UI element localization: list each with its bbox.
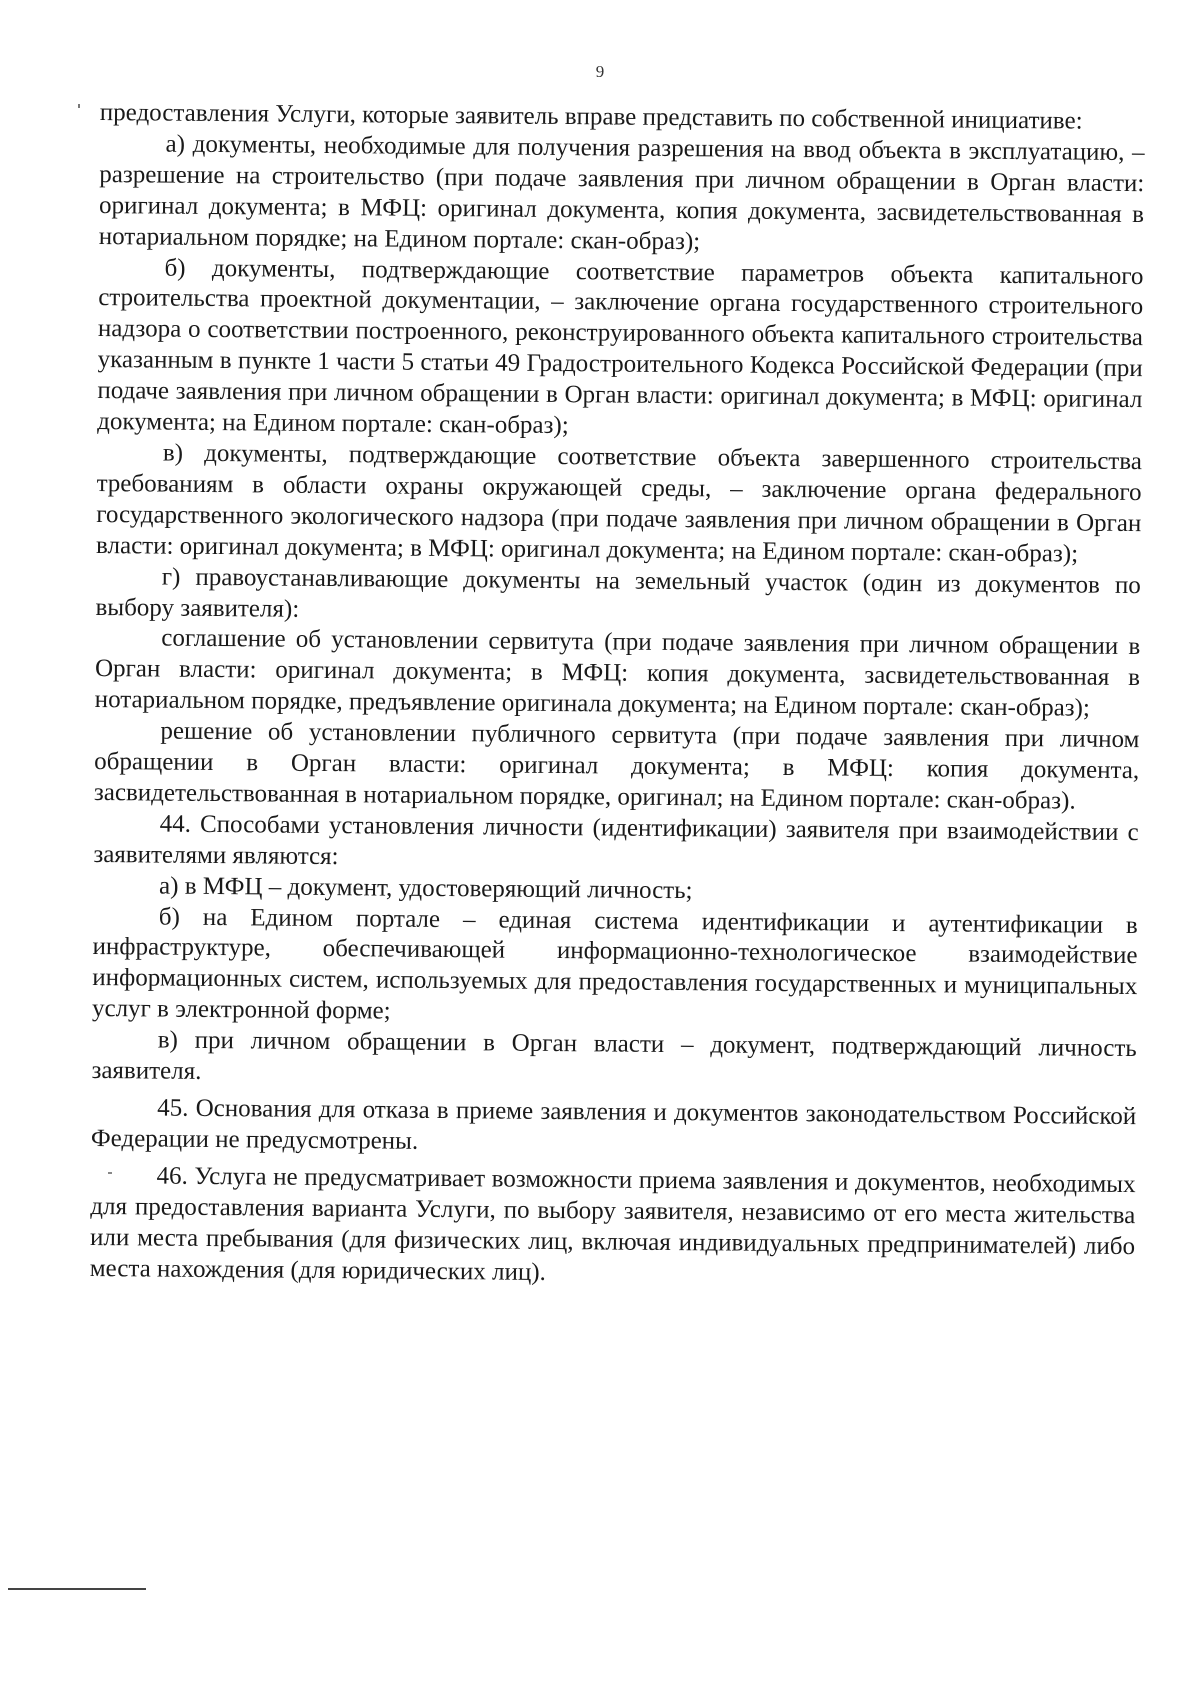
paragraph-46-extraterritorial: 46. Услуга не предусматривает возможности приема заявления и документов, необходимых для предоставления варианта Услуги, по выбору заявителя, независимо от его места жительства или места пребывания (для физических лиц, включая индивидуальных предпринимателей) либо места нахождения (для юридических лиц). — [89, 1162, 1136, 1286]
paragraph-item-v-environment: в) документы, подтверждающие соответствие объекта завершенного строительства требованиям в области охраны окружающей среды, – заключение органа федерального государственного экологического надзора (при подаче заявления при личном обращении в Орган власти: оригинал документа; в МФЦ: оригинал документа; на Едином портале: скан-образ); — [95, 439, 1142, 568]
page-number: 9 — [595, 62, 605, 81]
paragraph-44-identification: 44. Способами установления личности (идентификации) заявителя при взаимодействии с заявителями являются: — [93, 810, 1139, 870]
paragraph-44-v-in-person: в) при личном обращении в Орган власти – документ, подтверждающий личность заявителя. — [91, 1026, 1137, 1086]
paragraph-item-a-permit: а) документы, необходимые для получения разрешения на ввод объекта в эксплуатацию, – разрешение на строительство (при подаче заявления при личном обращении в Орган власти: оригинал документа; в МФЦ: оригинал документа, копия документа, засвидетельствованная в нотариальном порядке; на Едином портале: скан-образ); — [98, 130, 1145, 255]
footer-rule — [8, 1588, 146, 1590]
scan-speck — [78, 104, 80, 108]
paragraph-servitude-agreement: соглашение об установлении сервитута (при подаче заявления при личном обращении в Орган власти: оригинал документа; в МФЦ: копия документа, засвидетельствованная в нотариальном порядке, предъявление оригинала документа; на Едином портале: скан-образ); — [94, 624, 1141, 722]
scan-speck — [108, 1172, 112, 1174]
paragraph-intro-continuation: предоставления Услуги, которые заявитель вправе представить по собственной инициативе: — [99, 98, 1083, 135]
paragraph-public-servitude: решение об установлении публичного сервитута (при подаче заявления при личном обращении в Орган власти: оригинал документа; в МФЦ: копия документа, засвидетельствованная в нотариальном порядке, оригинал; на Едином портале: скан-образ). — [93, 717, 1140, 815]
document-body — [90, 98, 1145, 1294]
paragraph-item-g-land-rights: г) правоустанавливающие документы на земельный участок (один из документов по выбору заявителя): — [95, 563, 1141, 623]
paragraph-44-a-mfc: а) в МФЦ – документ, удостоверяющий личность; — [159, 872, 693, 904]
paragraph-item-b-conformity: б) документы, подтверждающие соответствие параметров объекта капитального строительства проектной документации, – заключение органа государственного строительного надзора о соответствии построенного, реконструированного объекта капитального строительства указанным в пункте 1 части 5 статьи 49 Градостроительного Кодекса Российской Федерации (при подаче заявления при личном обращении в Орган власти: оригинал документа; в МФЦ: оригинал документа; на Едином портале: скан-образ); — [97, 254, 1144, 440]
paragraph-44-b-portal: б) на Едином портале – единая система идентификации и аутентификации в инфраструктуре, обеспечивающей информационно-технологическое взаимодействие информационных систем, используемых для предоставления государственных и муниципальных услуг в электронной форме; — [91, 903, 1138, 1025]
paragraph-45-refusal: 45. Основания для отказа в приеме заявления и документов законодательством Российской Федерации не предусмотрены. — [90, 1094, 1137, 1155]
